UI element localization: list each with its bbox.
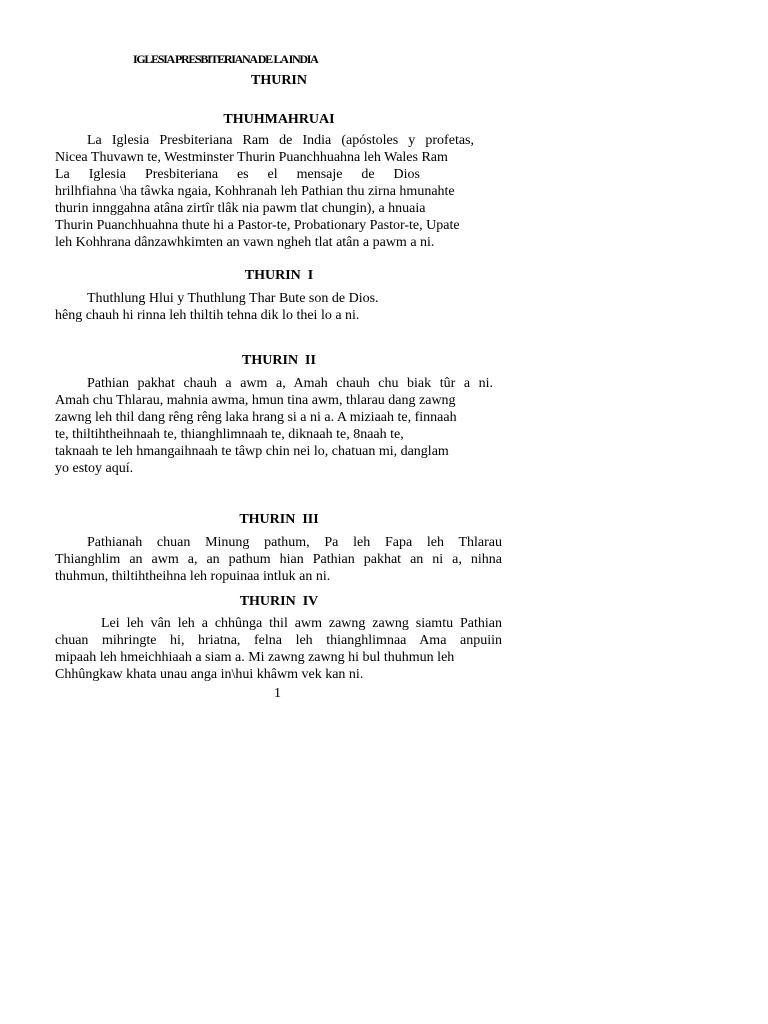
page-number: 1: [274, 686, 281, 701]
intro-line: Nicea Thuvawn te, Westminster Thurin Puanchhuahna leh Wales Ram: [55, 150, 448, 165]
section-line: taknaah te leh hmangaihnaah te tâwp chin nei lo, chatuan mi, danglam: [55, 444, 449, 459]
section-line: chuan mihringte hi, hriatna, felna leh thianghlimnaa Ama anpuiin: [55, 633, 502, 648]
section-line: Thianghlim an awm a, an pathum hian Pathian pakhat an ni a, nihna: [55, 552, 502, 567]
document-title: THURIN: [250, 73, 307, 88]
intro-line: Thurin Puanchhuahna thute hi a Pastor-te, Probationary Pastor-te, Upate: [55, 218, 460, 233]
section-heading: THURIN II: [242, 353, 316, 368]
section-line: Thuthlung Hlui y Thuthlung Thar Bute son de Dios.: [87, 291, 379, 306]
section-line: te, thiltihtheihnaah te, thianghlimnaah te, diknaah te, 8naah te,: [55, 427, 404, 442]
section-line: zawng leh thil dang rêng rêng laka hrang si a ni a. A miziaah te, finnaah: [55, 410, 457, 425]
section-heading: THURIN III: [239, 512, 319, 527]
intro-line: La Iglesia Presbiteriana es el mensaje de Dios: [55, 167, 420, 182]
section-line: Chhûngkaw khata unau anga in\hui khâwm vek kan ni.: [55, 667, 364, 682]
organization-name: IGLESIA PRESBITERIANA DE LA INDIA: [133, 52, 318, 66]
intro-line: La Iglesia Presbiteriana Ram de India (apóstoles y profetas,: [87, 133, 474, 148]
intro-line: thurin innggahna atâna zirtîr tlâk nia pawm tlat chungin), a hnuaia: [55, 201, 426, 216]
intro-line: hrilhfiahna \ha tâwka ngaia, Kohhranah leh Pathian thu zirna hmunahte: [55, 184, 455, 199]
section-heading: THURIN I: [244, 268, 314, 283]
section-line: Lei leh vân leh a chhûnga thil awm zawng zawng siamtu Pathian: [101, 616, 502, 631]
section-line: yo estoy aquí.: [55, 461, 134, 476]
section-line: Pathianah chuan Minung pathum, Pa leh Fapa leh Thlarau: [87, 535, 502, 550]
section-line: thuhmun, thiltihtheihna leh ropuinaa intluk an ni.: [55, 569, 331, 584]
section-line: Pathian pakhat chauh a awm a, Amah chauh chu biak tûr a ni.: [87, 376, 493, 391]
document-subtitle: THUHMAHRUAI: [223, 112, 335, 127]
intro-line: leh Kohhrana dânzawhkimten an vawn ngheh tlat atân a pawm a ni.: [55, 235, 435, 250]
section-line: mipaah leh hmeichhiaah a siam a. Mi zawng zawng hi bul thuhmun leh: [55, 650, 455, 665]
section-line: hêng chauh hi rinna leh thiltih tehna dik lo thei lo a ni.: [55, 308, 360, 323]
section-line: Amah chu Thlarau, mahnia awma, hmun tina awm, thlarau dang zawng: [55, 393, 456, 408]
section-heading: THURIN IV: [239, 594, 319, 609]
